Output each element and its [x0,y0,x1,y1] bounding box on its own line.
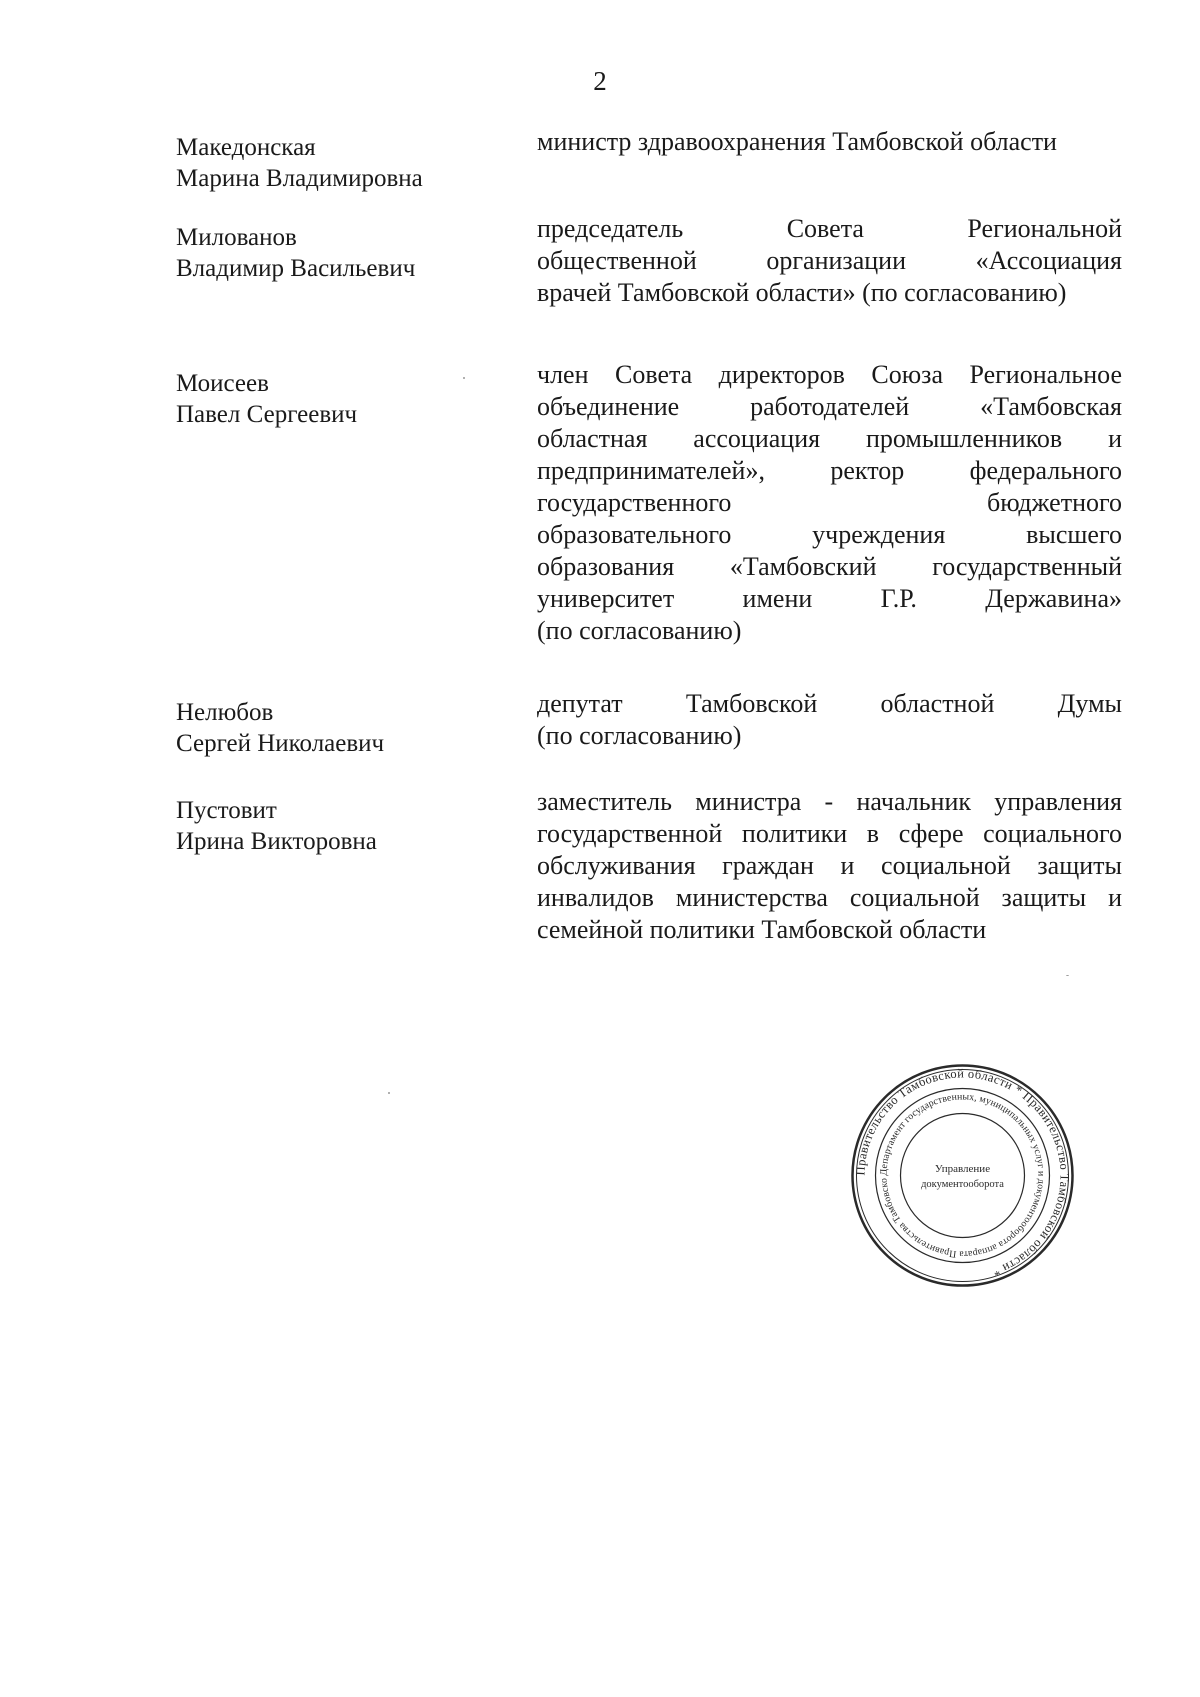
member-name [176,222,496,284]
role-line: семейной политики Тамбовской области [537,915,987,944]
role-line: врачей Тамбовской области» (по согласованию) [537,278,1067,307]
role-line: председатель Совета Региональной [537,214,1122,243]
stamp-outer-text: Правительство Тамбовской области * Правительство Тамбовской области * [853,1066,1072,1280]
scan-speck [463,377,465,379]
role-line: образования «Тамбовский государственный [537,552,1122,581]
role-line: заместитель министра - начальник управления [537,787,1122,816]
role-line: член Совета директоров Союза Региональное [537,360,1122,389]
role-line: министр здравоохранения Тамбовской области [537,127,1057,156]
role-line: (по согласованию) [537,616,742,645]
member-role [537,126,1122,158]
stamp-center-line-2: документооборота [921,1179,1004,1190]
member-given-names: Павел Сергеевич [176,401,358,428]
member-name [176,697,496,759]
member-given-names: Марина Владимировна [176,165,423,192]
member-given-names: Сергей Николаевич [176,730,385,757]
role-line: объединение работодателей «Тамбовская [537,392,1122,421]
member-name [176,795,496,857]
member-surname: Милованов [176,224,297,251]
role-line: областная ассоциация промышленников и [537,424,1122,453]
stamp-center-line-1: Управление [934,1163,991,1175]
member-name [176,368,496,430]
member-given-names: Владимир Васильевич [176,255,416,282]
member-role [537,213,1122,309]
role-line: университет имени Г.Р. Державина» [537,584,1122,613]
role-line: обслуживания граждан и социальной защиты [537,851,1122,880]
page-number: 2 [593,66,607,96]
member-name [176,132,496,194]
role-line: инвалидов министерства социальной защиты и [537,883,1122,912]
role-line: депутат Тамбовской областной Думы [537,689,1122,718]
member-role [537,786,1122,946]
member-surname: Моисеев [176,370,269,397]
member-role [537,688,1122,752]
role-line: образовательного учреждения высшего [537,520,1122,549]
member-surname: Македонская [176,134,316,161]
member-role [537,359,1122,647]
member-given-names: Ирина Викторовна [176,828,377,855]
member-surname: Нелюбов [176,699,274,726]
role-line: (по согласованию) [537,721,742,750]
stamp-inner-text: Департамент государственных, муниципальных услуг и документооборота аппарата Правительства Тамбовско [878,1091,1047,1260]
scan-speck [1066,975,1069,976]
role-line: государственного бюджетного [537,488,1122,517]
office-stamp [850,1063,1075,1288]
role-line: предпринимателей», ректор федерального [537,456,1122,485]
scan-speck [388,1092,390,1094]
role-line: государственной политики в сфере социального [537,819,1122,848]
office-stamp-graphic [850,1063,1075,1288]
role-line: общественной организации «Ассоциация [537,246,1122,275]
member-surname: Пустовит [176,797,277,824]
